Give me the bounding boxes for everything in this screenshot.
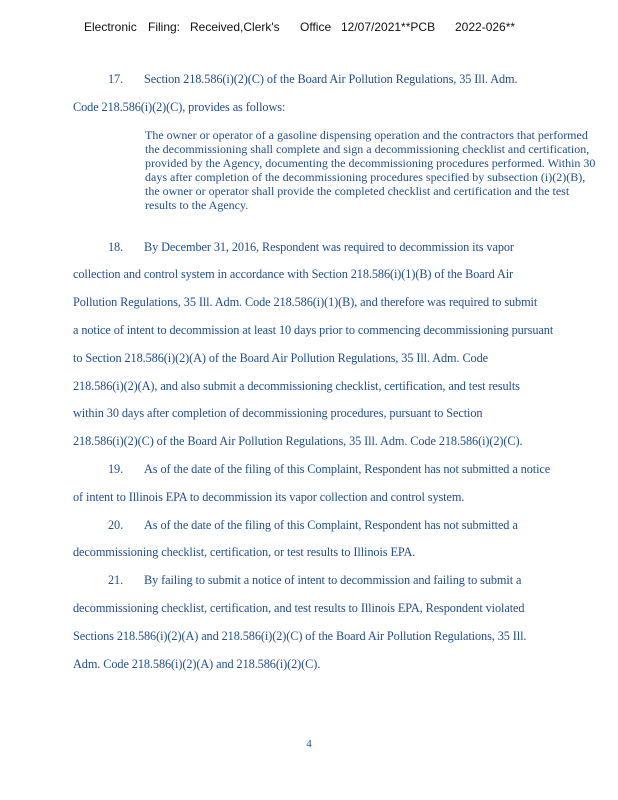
- paragraph-17-line-2: Code 218.586(i)(2)(C), provides as follows:: [73, 100, 286, 114]
- paragraph-18-line-7: within 30 days after completion of decommissioning procedures, pursuant to Section: [73, 406, 483, 420]
- header-case-number: 2022-026**: [455, 20, 516, 34]
- paragraph-18-line-5: to Section 218.586(i)(2)(A) of the Board Air Pollution Regulations, 35 Ill. Adm. Code: [73, 351, 489, 365]
- paragraph-number: 18.: [108, 240, 124, 254]
- paragraph-20-line-2: decommissioning checklist, certification, or test results to Illinois EPA.: [73, 545, 416, 559]
- header-electronic: Electronic: [84, 20, 137, 34]
- filing-stamp-header: [0, 20, 618, 36]
- paragraph-18-line-4: a notice of intent to decommission at least 10 days prior to commencing decommissioning pursuant: [73, 323, 554, 337]
- paragraph-number: 17.: [108, 72, 124, 86]
- paragraph-20-line-1: 20. As of the date of the filing of this Complaint, Respondent has not submitted a: [108, 518, 518, 532]
- paragraph-18-line-8: 218.586(i)(2)(C) of the Board Air Pollution Regulations, 35 Ill. Adm. Code 218.586(i)(2)(C).: [73, 434, 523, 448]
- paragraph-number: 21.: [108, 573, 124, 587]
- block-quote: The owner or operator of a gasoline dispensing operation and the contractors that performed the decommissioning shall complete and sign a decommissioning checklist and certification, provided by the Agency, documenting the decommissioning procedures performed. Within 30 days after completion of the decommissioning procedures specified by subsection (i)(2)(B), the owner or operator shall provide the completed checklist and certification and the test results to the Agency.: [145, 128, 596, 212]
- paragraph-18-line-2: collection and control system in accordance with Section 218.586(i)(1)(B) of the Board Air: [73, 267, 514, 281]
- paragraph-18-line-3: Pollution Regulations, 35 Ill. Adm. Code 218.586(i)(1)(B), and therefore was required to submit: [73, 295, 538, 309]
- paragraph-number: 19.: [108, 462, 124, 476]
- paragraph-18-line-1: 18. By December 31, 2016, Respondent was required to decommission its vapor: [108, 240, 514, 254]
- header-filing: Filing:: [148, 20, 181, 34]
- page-number: 4: [306, 738, 312, 750]
- paragraph-21-line-4: Adm. Code 218.586(i)(2)(A) and 218.586(i)(2)(C).: [73, 657, 321, 671]
- header-received: Received,Clerk's: [190, 20, 280, 34]
- paragraph-number: 20.: [108, 518, 124, 532]
- paragraph-17-line-1: 17. Section 218.586(i)(2)(C) of the Board Air Pollution Regulations, 35 Ill. Adm.: [108, 72, 518, 86]
- header-date: 12/07/2021**PCB: [341, 20, 436, 34]
- paragraph-18-line-6: 218.586(i)(2)(A), and also submit a decommissioning checklist, certification, and test results: [73, 379, 520, 393]
- paragraph-19-line-1: 19. As of the date of the filing of this Complaint, Respondent has not submitted a notice: [108, 462, 551, 476]
- paragraph-21-line-3: Sections 218.586(i)(2)(A) and 218.586(i)(2)(C) of the Board Air Pollution Regulations, 35 Ill.: [73, 629, 527, 643]
- paragraph-19-line-2: of intent to Illinois EPA to decommission its vapor collection and control system.: [73, 490, 465, 504]
- paragraph-21-line-2: decommissioning checklist, certification, and test results to Illinois EPA, Respondent violated: [73, 601, 525, 615]
- header-office: Office: [300, 20, 332, 34]
- paragraph-21-line-1: 21. By failing to submit a notice of intent to decommission and failing to submit a: [108, 573, 522, 587]
